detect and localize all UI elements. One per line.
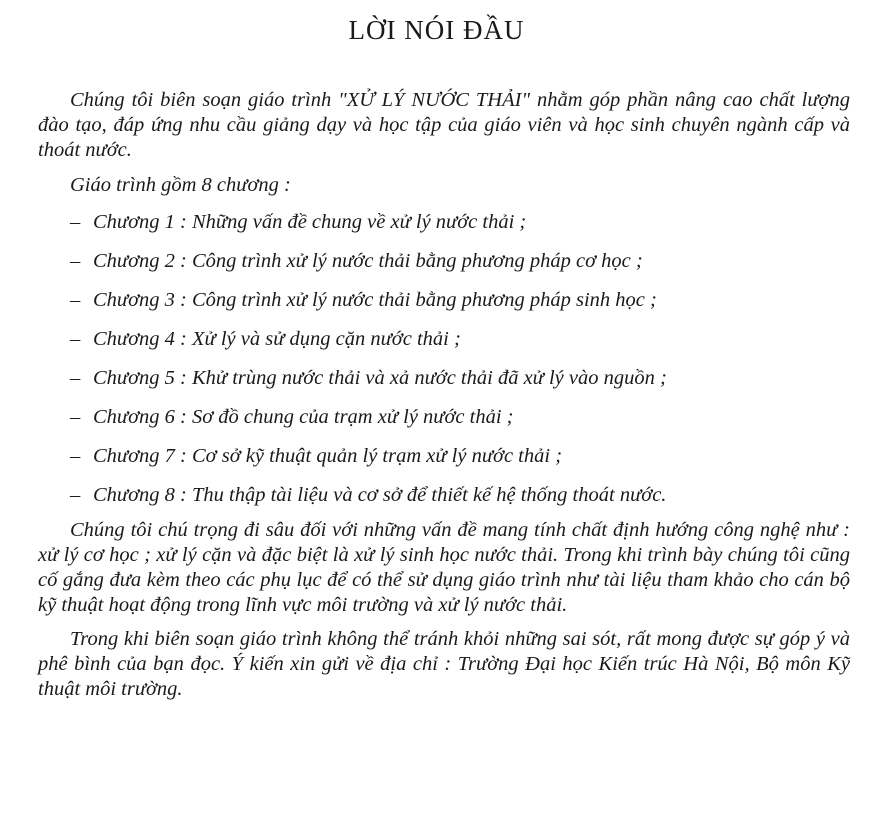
chapter-text: Chương 1 : Những vấn đề chung về xử lý nước thải ; xyxy=(93,211,527,233)
list-dash: – xyxy=(70,445,81,467)
list-dash: – xyxy=(70,367,81,389)
chapter-text: Chương 8 : Thu thập tài liệu và cơ sở để thiết kế hệ thống thoát nước. xyxy=(93,484,667,506)
list-dash: – xyxy=(70,250,81,272)
list-dash: – xyxy=(70,328,81,350)
list-dash: – xyxy=(70,484,81,506)
chapter-text: Chương 5 : Khử trùng nước thải và xả nước thải đã xử lý vào nguồn ; xyxy=(93,367,667,389)
paragraph-feedback: Trong khi biên soạn giáo trình không thể tránh khỏi những sai sót, rất mong được sự góp ý và phê bình của bạn đọc. Ý kiến xin gửi về địa chỉ : Trường Đại học Kiến trúc Hà Nội, Bộ môn Kỹ thuật môi trường. xyxy=(38,628,850,700)
chapter-item xyxy=(70,210,850,249)
page-title: LỜI NÓI ĐẦU xyxy=(348,15,525,45)
chapter-item xyxy=(70,327,850,366)
chapter-text: Chương 3 : Công trình xử lý nước thải bằng phương pháp sinh học ; xyxy=(93,289,657,311)
chapter-item xyxy=(70,366,850,405)
chapter-item xyxy=(70,483,850,516)
list-dash: – xyxy=(70,406,81,428)
chapter-text: Chương 2 : Công trình xử lý nước thải bằng phương pháp cơ học ; xyxy=(93,250,643,272)
chapter-text: Chương 6 : Sơ đồ chung của trạm xử lý nước thải ; xyxy=(93,406,514,428)
chapter-item xyxy=(70,405,850,444)
chapter-item xyxy=(70,444,850,483)
chapter-item xyxy=(70,249,850,288)
chapter-list xyxy=(38,210,850,516)
paragraph-focus: Chúng tôi chú trọng đi sâu đối với những vấn đề mang tính chất định hướng công nghệ như : xử lý cơ học ; xử lý cặn và đặc biệt là xử lý sinh học nước thải. Trong khi trình bày chúng tôi cũng cố gắng đưa kèm theo các phụ lục để có thể sử dụng giáo trình như tài liệu tham khảo cho cán bộ kỹ thuật hoạt động trong lĩnh vực môi trường và xử lý nước thải. xyxy=(38,519,850,616)
list-dash: – xyxy=(70,289,81,311)
chapters-intro: Giáo trình gồm 8 chương : xyxy=(70,174,291,196)
chapter-text: Chương 7 : Cơ sở kỹ thuật quản lý trạm xử lý nước thải ; xyxy=(93,445,563,467)
paragraph-intro: Chúng tôi biên soạn giáo trình "XỬ LÝ NƯỚC THẢI" nhằm góp phần nâng cao chất lượng đào tạo, đáp ứng nhu cầu giảng dạy và học tập của giáo viên và học sinh chuyên ngành cấp và thoát nước. xyxy=(38,89,850,161)
chapter-item xyxy=(70,288,850,327)
body-text xyxy=(38,88,850,702)
chapter-text: Chương 4 : Xử lý và sử dụng cặn nước thải ; xyxy=(93,328,461,350)
list-dash: – xyxy=(70,211,81,233)
